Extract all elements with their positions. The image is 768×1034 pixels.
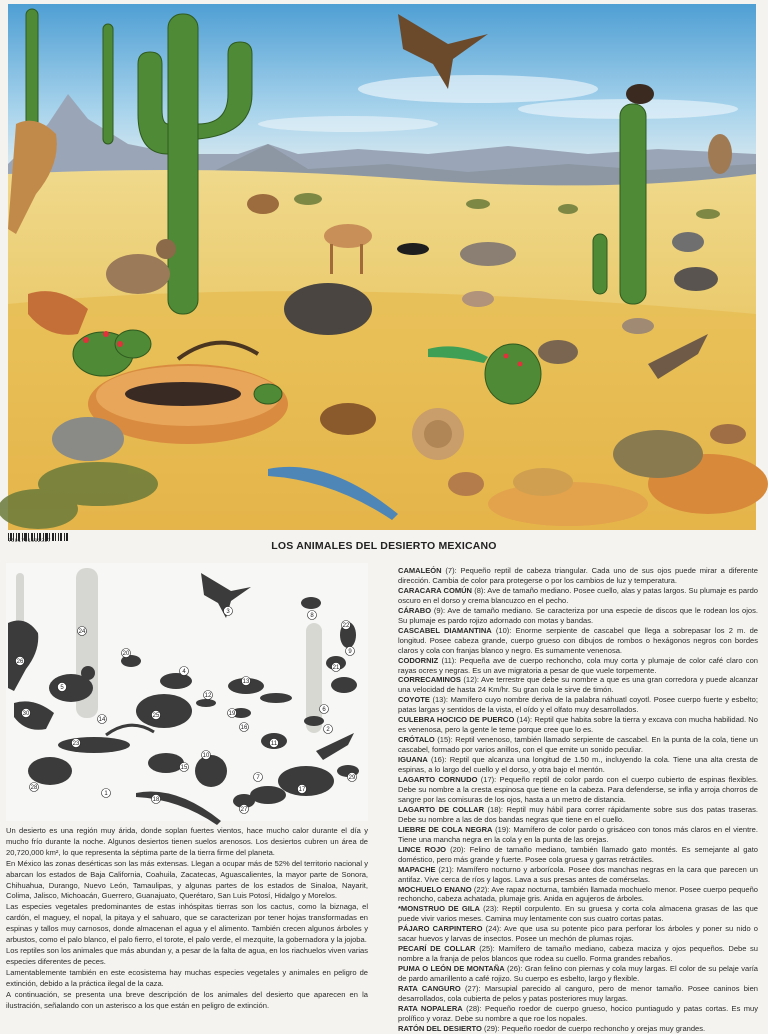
callout-9	[346, 647, 355, 656]
species-description: Mamífero nocturno y arborícola. Posee dos manchas negras en la cara que parecen un antifaz. Vive cerca de ríos y lagos. Lava a sus presas antes de comérselas.	[398, 864, 758, 884]
callout-22	[342, 621, 351, 630]
species-name: CÁRABO	[398, 605, 432, 615]
svg-text:30: 30	[22, 711, 30, 717]
callout-24	[78, 627, 87, 636]
callout-17	[298, 785, 307, 794]
species-entry	[398, 1024, 758, 1034]
species-entry	[398, 924, 758, 944]
svg-text:2: 2	[326, 727, 330, 733]
species-name: PUMA O LEÓN DE MONTAÑA	[398, 964, 505, 974]
species-number: (14):	[516, 715, 533, 725]
callout-29	[348, 773, 357, 782]
svg-text:19: 19	[228, 711, 236, 717]
intro-paragraph: Lamentablemente también en este ecosistema hay muchas especies vegetales y animales en peligro de extinción, debido a la práctica ilegal de la caza.	[6, 967, 368, 988]
species-entry	[398, 715, 758, 735]
species-entry	[398, 865, 758, 885]
species-description: Pequeño roedor de cuerpo rechoncho y orejas muy grandes.	[501, 1023, 706, 1033]
svg-text:29: 29	[348, 775, 356, 781]
callout-30	[22, 709, 31, 718]
species-number: (7):	[445, 566, 457, 575]
callout-2	[324, 725, 333, 734]
svg-text:13: 13	[242, 679, 250, 685]
species-description: Ave de tamaño mediano. Posee cuello, alas y patas largos. Su plumaje es pardo oscuro en el dorso y crema blancuzco en el pecho.	[398, 585, 758, 605]
species-description: Reptil muy hábil para correr rápidamente sobre sus dos patas traseras. Debe su nombre a las de dos bandas negras que tiene en el cuello.	[398, 804, 758, 824]
species-description: Marsupial parecido al canguro, pero de menor tamaño. Posee caninos bien desarrollados, cola cubierta de pelos y patas posteriores muy largas.	[398, 984, 758, 1003]
species-description: Pequeña ave de cuerpo rechoncho, cola muy corta y plumaje de color café claro con rayas ocres y negras. Es un ave migratoria a pesar de que vuele torpemente.	[398, 655, 758, 675]
species-entry	[398, 735, 758, 755]
species-name: RATÓN DEL DESIERTO	[398, 1023, 482, 1033]
callout-5	[58, 683, 67, 692]
species-description: Felino de tamaño mediano, también llamado gato montés. Es semejante al gato doméstico, pero más grande y fuerte. Posee cola gruesa y garras retráctiles.	[398, 844, 758, 864]
species-entry	[398, 805, 758, 825]
species-description: Ave rapaz nocturna, también llamada mochuelo menor. Posee cuerpo pequeño rechoncho, cabeza achatada, plumaje gris. Anida en agujeros de árboles.	[398, 884, 758, 904]
key-diagram	[6, 563, 368, 821]
species-name: MOCHUELO ENANO	[398, 884, 472, 894]
species-number: (17):	[480, 775, 497, 785]
species-entry	[398, 675, 758, 695]
svg-text:8: 8	[310, 613, 314, 619]
callout-11	[270, 739, 279, 748]
species-description: Reptil que alcanza una longitud de 1.50 m., incluyendo la cola. Tiene una alta cresta de espinas, a lo largo del cuello y el dorso, y otra bajo el mentón.	[398, 755, 758, 775]
callout-20	[122, 649, 131, 658]
svg-text:1: 1	[104, 791, 108, 797]
svg-text:23: 23	[72, 741, 80, 747]
callout-13	[242, 677, 251, 686]
svg-text:12: 12	[204, 693, 212, 699]
species-entry	[398, 904, 758, 924]
species-description: Reptil que habita sobre la tierra y excava con mucha habilidad. No es venenosa, pero la gente le teme porque cree que lo es.	[398, 715, 758, 735]
species-number: (27):	[465, 984, 481, 994]
svg-text:28: 28	[30, 785, 38, 791]
species-entry	[398, 1004, 758, 1024]
species-description: Ave de tamaño mediano. Se caracteriza por una especie de discos que le rodean los ojos. Su plumaje es pardo rojizo adornado con motas y bandas.	[398, 605, 758, 625]
callout-14	[98, 715, 107, 724]
species-number: (29):	[483, 1023, 500, 1033]
species-name: LAGARTO DE COLLAR	[398, 804, 485, 814]
species-name: RATA CANGURO	[398, 984, 461, 994]
intro-paragraph: A continuación, se presenta una breve descripción de los animales del desierto que aparecen en la ilustración, señalando con un asterisco a los que están en peligro de extinción.	[6, 989, 368, 1010]
species-entry	[398, 566, 758, 586]
barcode-number: 7501791602317	[8, 538, 51, 544]
callout-7	[254, 773, 263, 782]
intro-paragraph: Las especies vegetales predominantes de estas inhóspitas tierras son los cactus, como la biznaga, el cardón, el maguey, el nopal, la pitaya y el sahuaro, que se caracterizan por tener hojas transformadas en espinas y tallos muy carnosos, donde almacenan el agua y el alimento. También crecen algunos árboles y arbustos, como el palo blanco, el palo fierro, el torote, el palo verde, el mezquite, la gobernadora y la jojoba.	[6, 902, 368, 945]
species-description: Gran felino con piernas y cola muy largas. El color de su pelaje varía de pardo amarillento a café rojizo. Su cuerpo es esbelto, largo y flexible.	[398, 964, 759, 984]
svg-text:16: 16	[240, 725, 248, 731]
species-list	[398, 566, 758, 1034]
species-entry	[398, 964, 758, 984]
callout-19	[228, 709, 237, 718]
species-name: CASCABEL DIAMANTINA	[398, 625, 492, 635]
species-description: Mamífero de color pardo o grisáceo con tonos más claros en el vientre. Tiene una mancha negra en la cola y en la punta de las orejas.	[398, 824, 758, 844]
callout-28	[30, 783, 39, 792]
callout-25	[152, 711, 161, 720]
species-description: Enorme serpiente de cascabel que llega a sobrepasar los 2 m. de longitud. Posee cabeza grande, cuerpo grueso con dibujos de rombos o hexágonos negros con bordes claros y cola con franjas blanco y negro. Es sumamente venenosa.	[398, 625, 758, 655]
intro-paragraph: Los reptiles son los animales que más abundan y, a pesar de la falta de agua, en los riachuelos viven varias especies diferentes de peces.	[6, 945, 368, 966]
page-title: LOS ANIMALES DEL DESIERTO MEXICANO	[271, 540, 497, 552]
species-number: (28):	[466, 1003, 482, 1013]
species-name: CRÓTALO	[398, 735, 435, 745]
desert-illustration	[8, 4, 756, 530]
callout-3	[224, 607, 233, 616]
species-description: Reptil corpulento. En su gruesa y corta cola almacena grasas de las que puede vivir varios meses. Camina muy lentamente con sus cuatro cortas patas.	[398, 904, 758, 924]
species-number: (8):	[474, 585, 486, 595]
svg-text:27: 27	[240, 807, 248, 813]
species-name: LAGARTO CORNUDO	[398, 775, 478, 785]
species-number: (26):	[507, 964, 523, 974]
callout-21	[332, 663, 341, 672]
species-name: MAPACHE	[398, 864, 436, 874]
callout-12	[204, 691, 213, 700]
species-entry	[398, 626, 758, 656]
species-number: (22):	[473, 884, 490, 894]
callout-1	[102, 789, 111, 798]
species-entry	[398, 755, 758, 775]
species-number: (15):	[437, 735, 453, 745]
species-name: LINCE ROJO	[398, 844, 447, 854]
svg-text:17: 17	[298, 787, 306, 793]
species-description: Mamífero de tamaño mediano, cabeza maciza y ojos pequeños. Debe su nombre a la franja de pelos blancos que rodea su cuello. Forma grandes rebaños.	[398, 944, 758, 964]
callout-26	[16, 657, 25, 666]
species-number: (20):	[450, 844, 466, 854]
callout-6	[320, 705, 329, 714]
species-entry	[398, 885, 758, 905]
species-number: (18):	[487, 804, 504, 814]
svg-text:22: 22	[342, 623, 350, 629]
svg-text:25: 25	[152, 713, 160, 719]
species-description: Mamífero cuyo nombre deriva de la palabra náhuatl coyotl. Posee cuerpo fuerte y esbelto; patas largas y sentidos de la vista, el oído y el olfato muy desarrollados.	[398, 695, 758, 715]
species-entry	[398, 944, 758, 964]
species-entry	[398, 656, 758, 676]
species-number: (25):	[479, 944, 495, 954]
svg-text:15: 15	[180, 765, 188, 771]
species-name: PECARÍ DE COLLAR	[398, 944, 476, 954]
svg-text:5: 5	[60, 685, 64, 691]
species-entry	[398, 775, 758, 805]
callout-27	[240, 805, 249, 814]
species-description: Pequeño reptil de cabeza triangular. Cada uno de sus ojos puede mirar a diferente dirección. Cambia de color para protegerse o por los cambios de luz y temperatura.	[398, 566, 758, 585]
species-name: COYOTE	[398, 695, 430, 705]
species-number: (12):	[463, 675, 479, 685]
species-description: Pequeño reptil de color pardo con el cuerpo cubierto de espinas flexibles. Debe su nombre a la cresta espinosa que tiene en la cabeza. Para defenderse, se infla y arroja chorros de sangre por las comisuras de los ojos, hasta a un metro de distancia.	[398, 775, 758, 804]
species-entry	[398, 695, 758, 715]
svg-text:4: 4	[182, 669, 186, 675]
callout-4	[180, 667, 189, 676]
svg-text:21: 21	[332, 665, 340, 671]
species-name: IGUANA	[398, 755, 428, 765]
svg-text:18: 18	[152, 797, 160, 803]
species-description: Reptil venenoso, también llamado serpiente de cascabel. En la punta de la cola, tiene un cascabel, formado por varios anillos, con el que emite un sonido peculiar.	[398, 735, 758, 755]
species-description: Ave terrestre que debe su nombre a que es una gran corredora y puede alcanzar una velocidad de hasta 24 Km/hr. Su gran cola le sirve de timón.	[398, 675, 758, 695]
svg-text:20: 20	[122, 651, 130, 657]
species-entry	[398, 984, 758, 1004]
species-name: *MONSTRUO DE GILA	[398, 904, 480, 914]
species-entry	[398, 845, 758, 865]
callout-8	[308, 611, 317, 620]
svg-text:11: 11	[270, 741, 278, 747]
species-entry	[398, 606, 758, 626]
svg-text:3: 3	[226, 609, 230, 615]
species-entry	[398, 825, 758, 845]
svg-text:6: 6	[322, 707, 326, 713]
species-entry	[398, 586, 758, 606]
species-description: Pequeño roedor de cuerpo grueso, hocico puntiagudo y patas cortas. Es muy prolífico y voraz. Debe su nombre a que roe los nopales.	[398, 1003, 758, 1023]
callout-10	[202, 751, 211, 760]
svg-text:10: 10	[202, 753, 210, 759]
svg-text:9: 9	[348, 649, 352, 655]
species-number: (23):	[483, 904, 499, 914]
species-description: Ave que usa su potente pico para perforar los árboles y poner su nido o sacar huevos y larvas de insectos. Posee un mechón de plumas rojas.	[398, 924, 758, 944]
intro-paragraph: Un desierto es una región muy árida, donde soplan fuertes vientos, hace mucho calor durante el día y mucho frío durante la noche. Algunos desiertos tienen suelos arenosos. Los desiertos cubren un área de 20,720,000 km², lo que representa la séptima parte de la tierra firme del planeta.	[6, 826, 368, 857]
species-name: LIEBRE DE COLA NEGRA	[398, 824, 493, 834]
species-name: RATA NOPALERA	[398, 1003, 463, 1013]
species-number: (19):	[495, 824, 511, 834]
svg-text:14: 14	[98, 717, 106, 723]
intro-text	[6, 826, 368, 1011]
svg-text:7: 7	[256, 775, 260, 781]
species-number: (16):	[430, 755, 447, 765]
callout-16	[240, 723, 249, 732]
species-number: (11):	[441, 655, 457, 665]
species-name: PÁJARO CARPINTERO	[398, 924, 483, 934]
species-name: CARACARA COMÚN	[398, 585, 473, 595]
callout-18	[152, 795, 161, 804]
species-name: CODORNIZ	[398, 655, 439, 665]
species-number: (24):	[485, 924, 502, 934]
callout-15	[180, 763, 189, 772]
svg-text:26: 26	[16, 659, 24, 665]
species-number: (21):	[438, 864, 454, 874]
svg-text:24: 24	[78, 629, 86, 635]
species-name: CAMALEÓN	[398, 566, 442, 575]
species-name: CORRECAMINOS	[398, 675, 461, 685]
intro-paragraph: En México las zonas desérticas son las más extensas. Llegan a ocupar más de 52% del territorio nacional y abarcan los estados de Baja California, Coahuila, Zacatecas, Aguascalientes, la mayor parte de Sonora, Chihuahua, Durango, Nuevo León, Tamaulipas, y algunas partes de los estados de Sinaloa, Nayarit, Colima, Jalisco, Michoacán, Guerrero, Guanajuato, Querétaro, San Luis Potosí, Hidalgo y Morelos.	[6, 858, 368, 901]
species-number: (10):	[495, 625, 512, 635]
species-number: (9):	[433, 605, 446, 615]
callout-23	[72, 739, 81, 748]
species-number: (13):	[432, 695, 448, 705]
species-name: CULEBRA HOCICO DE PUERCO	[398, 715, 515, 725]
